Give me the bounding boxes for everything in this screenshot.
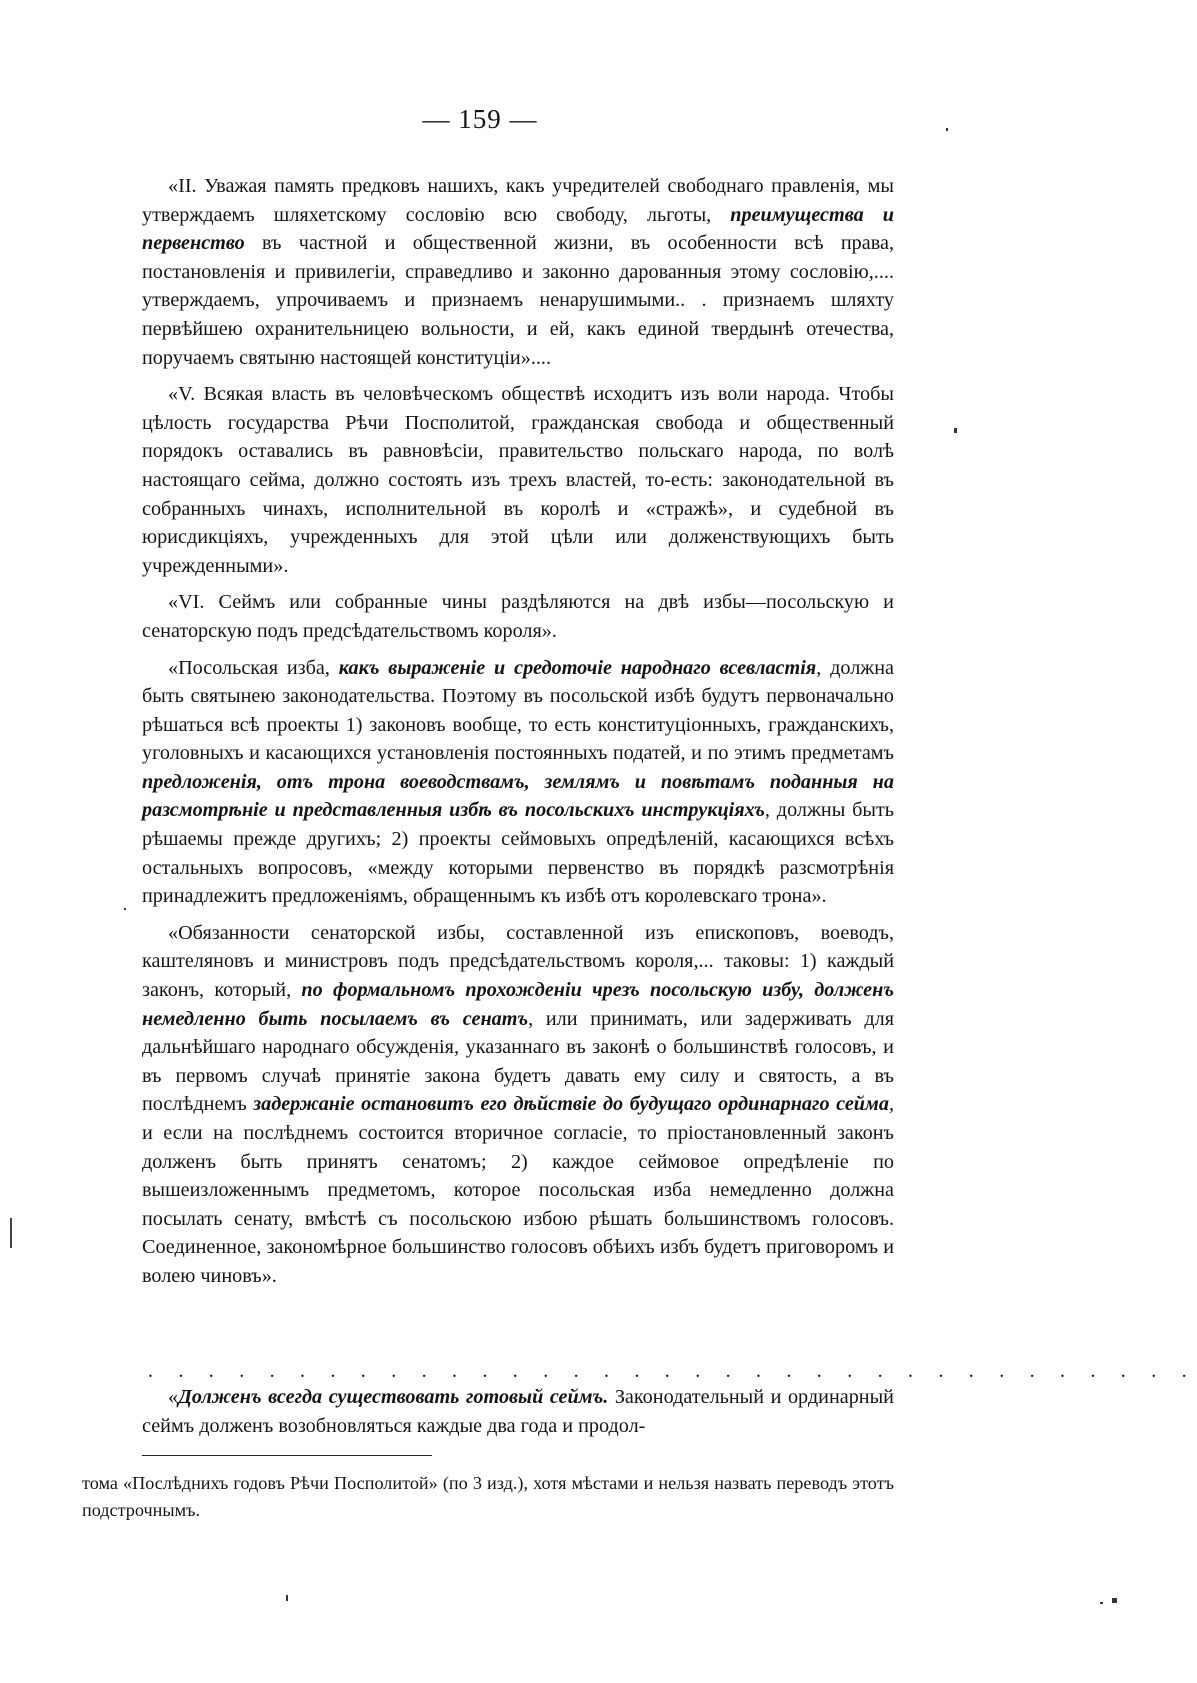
paragraph-posolskaya-izba <box>142 654 894 911</box>
scan-margin-mark <box>10 1218 12 1248</box>
footnote-text: тома «Послѣднихъ годовъ Рѣчи Посполитой» (по 3 изд.), хотя мѣстами и нельзя назвать переводъ этотъ подстрочнымъ. <box>82 1473 894 1520</box>
text-run: «II. Уважая память предковъ нашихъ, какъ учредителей свободнаго правленія, мы утверждаемъ шляхетскому сословію всю свободу, льготы, <box>142 175 894 226</box>
page-number: — 159 — <box>422 104 538 134</box>
scan-speck <box>124 908 126 910</box>
closing-paragraph <box>142 1383 894 1440</box>
paragraph-article-v <box>142 380 894 580</box>
text-run: «Посольская изба, <box>168 656 339 679</box>
scan-speck <box>946 128 948 131</box>
scan-speck <box>1100 1602 1103 1604</box>
emphasized-text: преимущества и первенство <box>142 203 894 255</box>
text-run: Законодательный и ординарный сеймъ долженъ возобновляться каждые два года и продол- <box>142 1386 894 1437</box>
text-run: «VI. Сеймъ или собранные чины раздѣляются на двѣ избы—посольскую и сенаторскую подъ предсѣдательствомъ короля». <box>142 591 894 642</box>
text-run: , должны быть рѣшаемы прежде другихъ; 2) проекты сеймовыхъ опредѣленій, касающихся всѣхъ остальныхъ вопросовъ, «между которыми первенство въ порядкѣ разсмотрѣнія принадлежитъ предложеніямъ, обращеннымъ къ избѣ отъ королевскаго трона». <box>142 799 894 908</box>
emphasized-text: по формальномъ прохожденіи чрезъ посольскую избу, долженъ немедленно быть посылаемъ въ сенатъ <box>142 979 894 1030</box>
emphasized-text: Долженъ всегда существовать готовый сеймъ. <box>178 1386 609 1408</box>
paragraph-sejm <box>142 1383 894 1440</box>
emphasized-text: какъ выраженіе и средоточіе народнаго всевластія <box>338 656 817 679</box>
scan-speck <box>1112 1598 1117 1603</box>
emphasized-text: задержаніе остановитъ его дѣйствіе до будущаго ординарнаго сейма <box>253 1093 889 1116</box>
text-run: , должна быть святынею законодательства. Поэтому въ посольской избѣ будутъ первоначально рѣшаться всѣ проекты 1) законовъ вообще, то есть конституціонныхъ, гражданскихъ, уголовныхъ и касающихся установленія постоянныхъ податей, и по этимъ предметамъ <box>142 656 894 765</box>
scan-speck <box>286 1595 288 1601</box>
scan-speck <box>954 428 957 433</box>
paragraph-article-ii <box>142 172 894 372</box>
footnote <box>82 1470 894 1524</box>
text-run: въ частной и общественной жизни, въ особенности всѣ права, постановленія и привилегіи, справедливо и законно дарованныя этому сословію,.... утверждаемъ, упрочиваемъ и признаемъ ненарушимыми.. . признаемъ шляхту первѣйшею охранительницею вольности, и ей, какъ единой твердынѣ отечества, поручаемъ святыню настоящей конституціи».... <box>142 232 894 369</box>
footnote-divider <box>142 1455 432 1456</box>
paragraph-senatorskaya-izba <box>142 919 894 1291</box>
text-run: « <box>168 1386 179 1408</box>
emphasized-text: предложенія, отъ трона воеводствамъ, землямъ и повѣтамъ поданныя на разсмотрѣніе и представленныя избѣ въ посольскихъ инструкціяхъ <box>142 770 894 822</box>
ellipsis-separator: . . . . . . . . . . . . . . . . . . . . . . . . . . . . . . . . . . . <box>148 1360 1197 1382</box>
text-run: , или принимать, или задерживать для дальнѣйшаго народнаго обсужденія, указаннаго въ законѣ о большинствѣ голосовъ, и въ первомъ случаѣ принятіе закона будетъ давать ему силу и святость, а въ послѣднемъ <box>142 1007 894 1116</box>
main-text <box>142 172 894 1299</box>
text-run: «V. Всякая власть въ человѣческомъ обществѣ исходитъ изъ воли народа. Чтобы цѣлость государства Рѣчи Посполитой, гражданская свобода и общественный порядокъ оставались въ равновѣсіи, правительство польскаго народа, по волѣ настоящаго сейма, должно состоять изъ трехъ властей, то-есть: законодательной въ собранныхъ чинахъ, исполнительной въ королѣ и «стражѣ», и судебной въ юрисдикціяхъ, учрежденныхъ для этой цѣли или долженствующихъ быть учрежденными». <box>142 383 894 577</box>
text-run: , и если на послѣднемъ состоится вторичное согласіе, то пріостановленный законъ долженъ быть принятъ сенатомъ; 2) каждое сеймовое опредѣленіе по вышеизложеннымъ предметомъ, которое посольская изба немедленно должна посылать сенату, вмѣстѣ съ посольскою избою рѣшать большинствомъ голосовъ. Соединенное, закономѣрное большинство голосовъ обѣихъ избъ будетъ приговоромъ и волею чиновъ». <box>142 1093 894 1287</box>
text-run: «Обязанности сенаторской избы, составленной изъ епископовъ, воеводъ, каштеляновъ и министровъ подъ предсѣдательствомъ короля,... таковы: 1) каждый законъ, который, <box>142 921 894 1002</box>
paragraph-article-vi <box>142 588 894 645</box>
